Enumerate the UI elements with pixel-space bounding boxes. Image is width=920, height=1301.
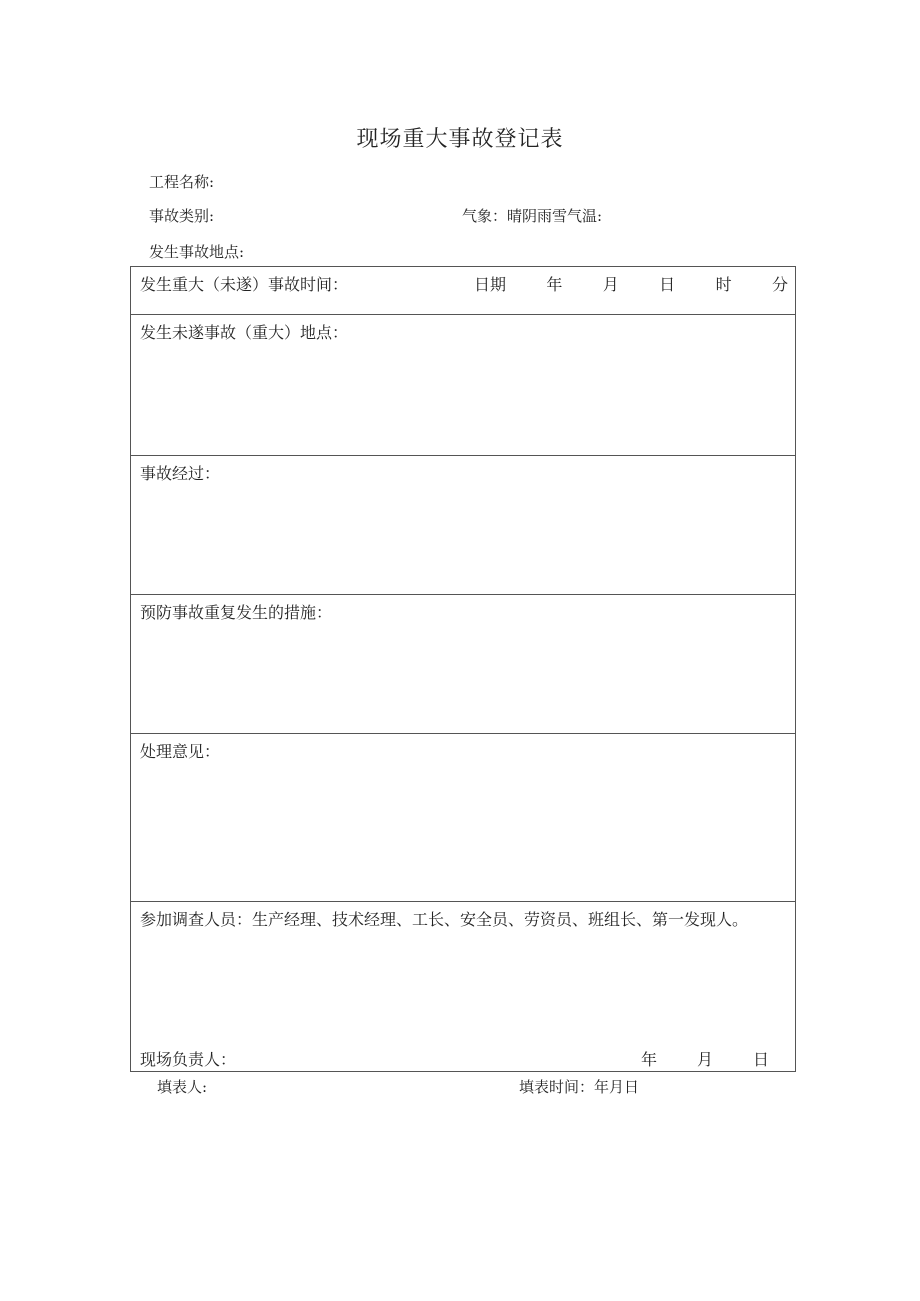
year-label: 年 xyxy=(546,275,563,294)
location-row xyxy=(131,315,795,456)
fill-time-label: 填表时间：年月日 xyxy=(519,1078,640,1096)
investigators-text: 参加调查人员：生产经理、技术经理、工长、安全员、劳资员、班组长、第一发现人。 xyxy=(140,910,749,929)
sign-date xyxy=(641,1047,769,1070)
accident-type-label: 事故类别: xyxy=(149,207,215,225)
prevention-label: 预防事故重复发生的措施： xyxy=(140,603,333,622)
hour-label: 时 xyxy=(715,275,732,294)
month-label: 月 xyxy=(602,275,619,294)
process-label: 事故经过： xyxy=(140,464,221,483)
accident-form-table xyxy=(130,266,796,1072)
filler-label: 填表人: xyxy=(157,1078,208,1096)
location-header-label: 发生事故地点: xyxy=(149,243,245,261)
project-name-label: 工程名称: xyxy=(149,173,215,191)
opinion-label: 处理意见： xyxy=(140,742,221,761)
time-fields xyxy=(474,272,788,295)
day-label: 日 xyxy=(659,275,676,294)
time-row xyxy=(131,267,795,315)
supervisor-label: 现场负责人： xyxy=(140,1050,237,1069)
sign-day-label: 日 xyxy=(752,1050,769,1069)
investigators-row xyxy=(131,902,795,1071)
sign-year-label: 年 xyxy=(641,1050,658,1069)
date-label: 日期 xyxy=(474,275,507,294)
time-label: 发生重大（未遂）事故时间： xyxy=(140,275,349,294)
opinion-row xyxy=(131,734,795,902)
process-row xyxy=(131,456,795,595)
page-title: 现场重大事故登记表 xyxy=(356,127,564,152)
weather-label: 气象：晴阴雨雪气温: xyxy=(462,207,603,225)
sign-month-label: 月 xyxy=(696,1050,713,1069)
location-label: 发生未遂事故（重大）地点： xyxy=(140,323,349,342)
minute-label: 分 xyxy=(771,275,788,294)
prevention-row xyxy=(131,595,795,734)
